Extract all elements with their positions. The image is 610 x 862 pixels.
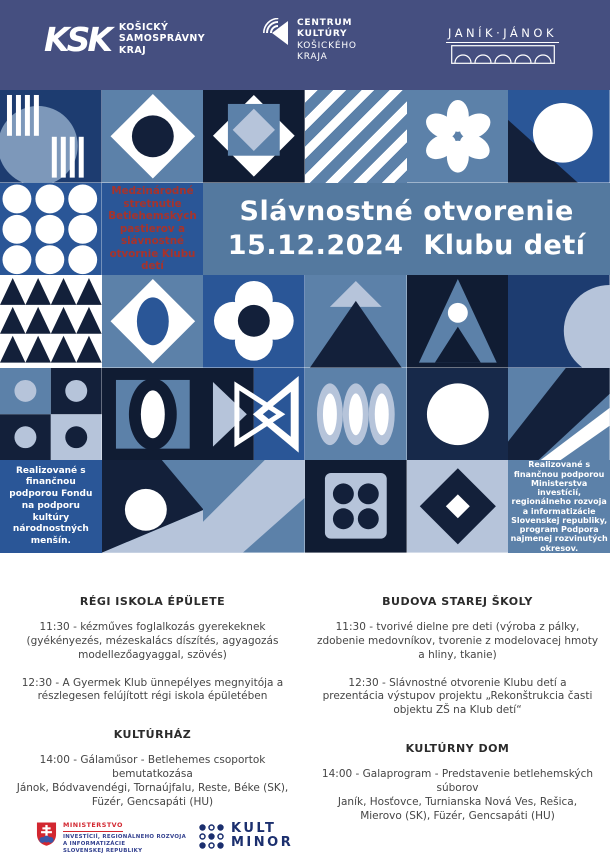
- ckkk-logo-text: [297, 18, 357, 63]
- slovak-coat-of-arms: [36, 821, 57, 847]
- support-right-tile: [508, 460, 610, 553]
- tile-overlap-diamonds: [203, 90, 305, 183]
- kultminor-logo: [198, 822, 293, 850]
- footer-logos: [0, 815, 610, 862]
- tile-big-circle: [407, 368, 509, 461]
- program-section: [0, 553, 610, 838]
- header-band: [0, 0, 610, 90]
- venue-kulturny-dom: KULTÚRNY DOM: [405, 742, 510, 756]
- program-item: 12:30 - Slávnostné otvorenie Klubu detí a prezentácia výstupov projektu „Rekonštrukcia časti objektu ZŠ na Klub detí“: [322, 676, 593, 717]
- janik-janok-logo: [446, 26, 559, 64]
- janik-janok-label: JANÍK·JÁNOK: [446, 26, 559, 43]
- program-item: 14:00 - Galaprogram - Predstavenie betlehemských súborov: [321, 768, 594, 795]
- title-banner: [203, 183, 610, 276]
- program-item: 12:30 - A Gyermek Klub ünnepélyes megnyitója a részlegesen felújított régi iskola épületében: [21, 676, 284, 703]
- support-left-text: Realizované s finančnou podporou Fondu na podporu kultúry národnostných menšín.: [9, 465, 93, 546]
- tile-diamond-dot: [102, 90, 204, 183]
- ksk-mark: KSK: [44, 19, 110, 59]
- venue-regi-iskola: RÉGI ISKOLA ÉPÜLETE: [79, 595, 226, 608]
- venue-budova-starej-skoly: BUDOVA STAREJ ŠKOLY: [382, 595, 533, 608]
- ckkk-sound-icon: [263, 18, 289, 48]
- ckkk-line2: KULTÚRY: [297, 29, 348, 40]
- venue-kulturhaz: KULTÚRHÁZ: [113, 728, 192, 742]
- tile-quatrefoil: [203, 275, 305, 368]
- pattern-grid: [0, 90, 610, 553]
- poster-date-subtitle: 15.12.2024 Klubu detí: [227, 230, 586, 262]
- tile-four-dots-square: [305, 460, 407, 553]
- poster-title: Slávnostné otvorenie: [239, 196, 574, 228]
- ministry-line2: INVESTÍCIÍ, REGIONÁLNEHO ROZVOJA: [63, 833, 187, 840]
- announcement-tile: [102, 183, 204, 276]
- ministry-line3: A INFORMATIZÁCIE: [63, 840, 126, 847]
- ksk-line2: SAMOSPRÁVNY: [118, 33, 206, 45]
- ksk-logo-text: [119, 22, 205, 56]
- tile-diagonal-stripes: [305, 90, 407, 183]
- support-left-tile: [0, 460, 102, 553]
- ksk-line1: KOŠICKÝ: [118, 22, 169, 33]
- tile-triangle-rows: [0, 275, 102, 368]
- program-item-names: Jánok, Bódvavendégi, Tornaújfalu, Reste, Béke (SK), Füzér, Gencsapáti (HU): [16, 782, 289, 808]
- ministry-line4: SLOVENSKEJ REPUBLIKY: [63, 848, 143, 855]
- tile-flower: [407, 90, 509, 183]
- ministry-name: MINISTERSTVO: [63, 821, 123, 832]
- tile-bars-circle: [0, 90, 102, 183]
- janik-bridge-icon: [451, 45, 555, 64]
- ministry-logo: [36, 821, 186, 855]
- tile-quadrant-dots: [0, 368, 102, 461]
- program-item: 11:30 - tvorivé dielne pre deti (výroba z pálky, zdobenie medovníkov, tvorenie z modelovacej hmoty a hliny, tkanie): [316, 621, 599, 661]
- tile-bowties: [203, 368, 305, 461]
- tile-diamond-ring: [407, 460, 509, 553]
- ministry-logo-text: [63, 821, 186, 855]
- ksk-logo: [44, 19, 206, 59]
- program-item: 11:30 - kézműves foglalkozás gyerekeknek (gyékényezés, mézeskalács díszítés, agyagozás modellezőagyaggal, szövés): [26, 621, 279, 661]
- ckkk-line3: KOŠICKÉHO: [297, 40, 357, 51]
- tile-three-lenses: [305, 368, 407, 461]
- tile-diagonal-band-light: [203, 460, 305, 553]
- program-right-column: [305, 553, 610, 838]
- program-item: 14:00 - Gálaműsor - Betlehemes csoportok bemutatkozása: [39, 754, 266, 781]
- ckkk-line1: CENTRUM: [297, 18, 353, 28]
- program-item-names: Janík, Hosťovce, Turnianska Nová Ves, Rešica, Mierovo (SK), Füzér, Gencsapáti (HU): [337, 795, 578, 822]
- program-left-column: [0, 553, 305, 838]
- ksk-line3: KRAJ: [118, 44, 147, 56]
- support-right-text: Realizované s finančnou podporou Ministerstva investícií, regionálneho rozvoja a informatizácie Slovenskej republiky, program Podpora najmenej rozvinutých okresov.: [510, 460, 608, 553]
- kultminor-line2: MINOR: [231, 835, 294, 851]
- tile-half-disc: [508, 275, 610, 368]
- kultminor-line1: KULT: [231, 821, 277, 836]
- tile-play-circle: [102, 460, 204, 553]
- tile-circle-corner: [508, 90, 610, 183]
- tile-two-mountains: [305, 275, 407, 368]
- tile-oval-frame: [102, 368, 204, 461]
- tile-arrow-peak: [407, 275, 509, 368]
- ckkk-line4: KRAJA: [297, 51, 328, 62]
- announcement-text: Medzinárodné stretnutie Betlehemských pastierov a slávnostné otvornie Klubu detí: [108, 184, 197, 273]
- tile-diamond-ellipse: [102, 275, 204, 368]
- tile-dot-grid: [0, 183, 102, 276]
- kultminor-text: [231, 822, 293, 850]
- kultminor-dots-icon: [198, 823, 225, 850]
- tile-diagonal-bands: [508, 368, 610, 461]
- ckkk-logo: [263, 18, 357, 63]
